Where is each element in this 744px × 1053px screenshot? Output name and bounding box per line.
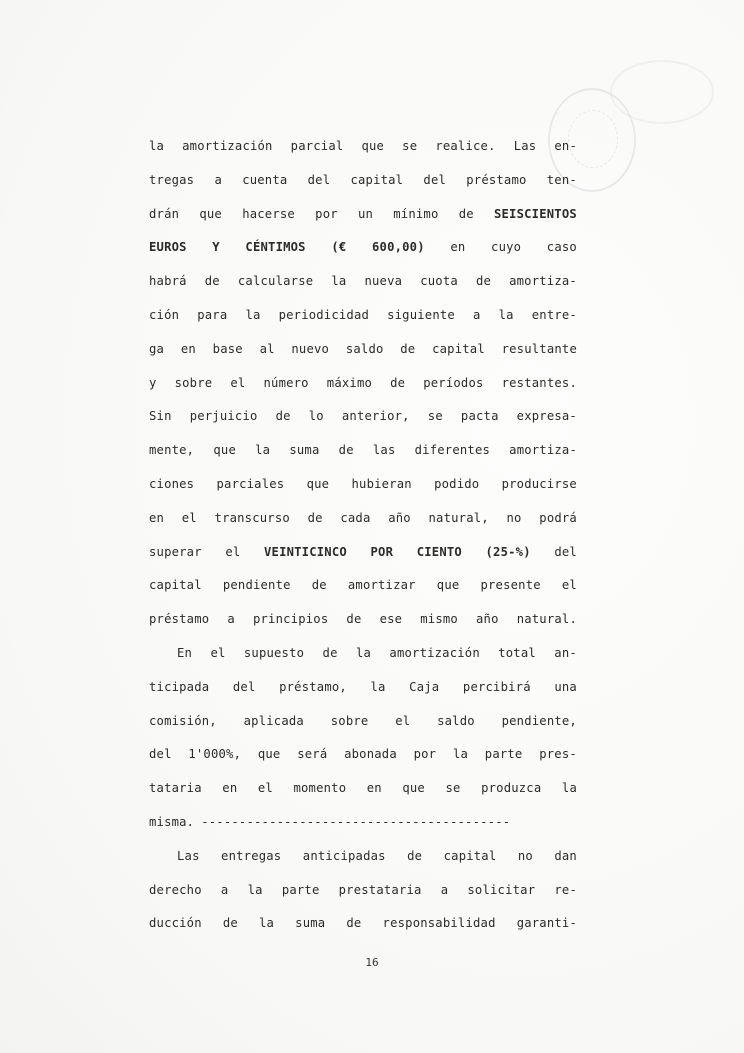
text-line bbox=[149, 569, 577, 603]
text-line bbox=[149, 434, 577, 468]
word: que bbox=[306, 476, 330, 491]
word: en bbox=[180, 341, 196, 356]
word: an- bbox=[554, 645, 577, 660]
word: máximo bbox=[326, 375, 373, 390]
word: un bbox=[357, 206, 374, 221]
word: Las bbox=[513, 139, 537, 153]
text-line bbox=[149, 468, 577, 502]
word: será bbox=[297, 747, 328, 762]
word: la bbox=[247, 882, 263, 897]
text-line bbox=[149, 198, 577, 232]
word: produzca bbox=[481, 781, 542, 796]
word: ese bbox=[379, 612, 403, 627]
word: en bbox=[149, 510, 165, 525]
word: número bbox=[263, 375, 309, 390]
word: CÉNTIMOS bbox=[245, 240, 306, 255]
word: parciales bbox=[216, 476, 285, 491]
word: podido bbox=[434, 476, 480, 491]
word: superar bbox=[149, 544, 202, 559]
word: ción bbox=[149, 307, 180, 322]
word: sobre bbox=[330, 713, 369, 728]
word: restantes. bbox=[501, 375, 577, 390]
text-line bbox=[149, 367, 577, 401]
word: que bbox=[436, 578, 460, 593]
word: comisión, bbox=[149, 713, 217, 728]
word: que bbox=[199, 206, 222, 221]
text-line bbox=[149, 130, 577, 164]
word: solicitar bbox=[467, 882, 536, 897]
word: para bbox=[197, 307, 228, 322]
word: SEISCIENTOS bbox=[493, 206, 577, 221]
word: tregas bbox=[149, 172, 195, 187]
word: parte bbox=[281, 882, 320, 897]
word: VEINTICINCO bbox=[264, 544, 347, 559]
word: capital bbox=[350, 172, 404, 187]
word: cuyo bbox=[491, 240, 522, 255]
word: natural. bbox=[516, 612, 577, 627]
word: supuesto bbox=[243, 645, 305, 660]
word: siguiente bbox=[387, 307, 455, 322]
word: anterior, bbox=[341, 409, 410, 424]
word: parte bbox=[484, 747, 523, 762]
word: de bbox=[346, 916, 362, 931]
word: el bbox=[210, 645, 226, 660]
word: de bbox=[390, 375, 406, 390]
word: la bbox=[452, 747, 469, 762]
word: (€ bbox=[331, 240, 347, 255]
word: amortización bbox=[389, 645, 480, 660]
word: amortiza- bbox=[509, 443, 577, 458]
word: ga bbox=[149, 341, 165, 356]
word: aplicada bbox=[243, 713, 304, 728]
word: se bbox=[402, 139, 418, 153]
word: se bbox=[445, 781, 461, 796]
word: parcial bbox=[290, 139, 344, 153]
word: una bbox=[554, 679, 577, 694]
word: el bbox=[561, 578, 577, 593]
word: el bbox=[181, 510, 197, 525]
word: de bbox=[322, 645, 338, 660]
word: abonada bbox=[344, 747, 397, 762]
word: (25-%) bbox=[485, 544, 531, 559]
word: del bbox=[554, 544, 577, 559]
word: derecho bbox=[149, 882, 202, 897]
word: 1'000%, bbox=[188, 747, 242, 762]
text-line bbox=[149, 164, 577, 198]
word: a bbox=[440, 882, 449, 897]
word: tataria bbox=[149, 781, 202, 796]
word: que bbox=[257, 747, 281, 762]
word: la bbox=[259, 916, 275, 931]
word: de bbox=[275, 409, 291, 424]
word: prestataria bbox=[338, 882, 422, 897]
word: anticipadas bbox=[302, 848, 386, 863]
word: de bbox=[458, 206, 474, 221]
word: transcurso bbox=[214, 510, 290, 525]
word: mismo bbox=[420, 612, 458, 627]
word: cada bbox=[340, 510, 371, 525]
word: diferentes bbox=[414, 443, 491, 458]
word: momento bbox=[293, 781, 347, 796]
word: expresa- bbox=[516, 409, 577, 424]
word: dan bbox=[554, 848, 577, 863]
word: del bbox=[232, 679, 256, 694]
word: a bbox=[220, 882, 229, 897]
word: ----------------------------------------- bbox=[201, 814, 511, 829]
word: periodicidad bbox=[278, 307, 370, 322]
word: capital bbox=[149, 578, 202, 593]
word: que bbox=[213, 443, 236, 458]
word: del bbox=[307, 172, 331, 187]
word: pendiente bbox=[222, 578, 291, 593]
text-line bbox=[149, 738, 577, 772]
text-line bbox=[149, 231, 577, 265]
word: natural, bbox=[428, 510, 489, 525]
word: Y bbox=[212, 240, 220, 255]
word: Caja bbox=[409, 679, 440, 694]
word: préstamo bbox=[466, 172, 527, 187]
word: pacta bbox=[460, 409, 499, 424]
word: a bbox=[227, 612, 235, 627]
word: Las bbox=[177, 848, 200, 863]
word: de bbox=[307, 510, 323, 525]
word: que bbox=[402, 781, 425, 796]
word: entre- bbox=[531, 307, 577, 322]
text-line bbox=[149, 603, 577, 637]
word: ticipada bbox=[149, 679, 210, 694]
text-line bbox=[149, 671, 577, 705]
word: no bbox=[517, 848, 533, 863]
word: a bbox=[473, 307, 481, 322]
text-line bbox=[149, 502, 577, 536]
text-line bbox=[149, 806, 577, 840]
text-line bbox=[149, 637, 577, 671]
text-line bbox=[149, 400, 577, 434]
word: re- bbox=[554, 882, 577, 897]
word: de bbox=[475, 274, 492, 289]
word: de bbox=[338, 443, 354, 458]
word: habrá bbox=[149, 274, 187, 289]
word: sobre bbox=[174, 375, 213, 390]
word: al bbox=[259, 341, 275, 356]
word: la bbox=[245, 307, 261, 322]
word: lo bbox=[308, 409, 324, 424]
word: EUROS bbox=[149, 240, 187, 255]
word: en- bbox=[554, 139, 577, 153]
word: la bbox=[331, 274, 347, 289]
word: misma. bbox=[149, 814, 195, 829]
text-line bbox=[149, 536, 577, 570]
word: las bbox=[372, 443, 396, 458]
word: capital bbox=[443, 848, 497, 863]
word: podrá bbox=[539, 510, 577, 525]
text-line bbox=[149, 265, 577, 299]
word: hacerse bbox=[242, 206, 295, 221]
word: la bbox=[355, 645, 372, 660]
word: suma bbox=[295, 916, 326, 931]
word: En bbox=[177, 645, 193, 660]
word: cuenta bbox=[242, 172, 288, 187]
word: producirse bbox=[501, 476, 577, 491]
word: saldo bbox=[345, 341, 384, 356]
word: por bbox=[413, 747, 437, 762]
word: la bbox=[561, 781, 577, 796]
word: amortiza- bbox=[509, 274, 577, 289]
word: ciones bbox=[149, 476, 195, 491]
word: drán bbox=[149, 206, 180, 221]
text-line bbox=[149, 840, 577, 874]
word: CIENTO bbox=[416, 544, 462, 559]
word: préstamo bbox=[149, 612, 210, 627]
word: perjuicio bbox=[189, 409, 258, 424]
word: ducción bbox=[149, 916, 202, 931]
word: caso bbox=[546, 240, 577, 255]
word: principios bbox=[252, 612, 329, 627]
text-line bbox=[149, 333, 577, 367]
word: realice. bbox=[435, 139, 496, 153]
word: el bbox=[395, 713, 411, 728]
word: en bbox=[450, 240, 466, 255]
word: la bbox=[370, 679, 386, 694]
word: año bbox=[476, 612, 499, 627]
word: en bbox=[366, 781, 382, 796]
word: la bbox=[255, 443, 271, 458]
word: ten- bbox=[546, 172, 577, 187]
word: no bbox=[506, 510, 522, 525]
word: préstamo, bbox=[279, 679, 347, 694]
word: nueva bbox=[364, 274, 403, 289]
word: del bbox=[149, 747, 172, 762]
word: el bbox=[230, 375, 246, 390]
word: de bbox=[204, 274, 220, 289]
word: se bbox=[427, 409, 443, 424]
word: POR bbox=[370, 544, 394, 559]
word: capital bbox=[432, 341, 485, 356]
word: de bbox=[346, 612, 362, 627]
word: resultante bbox=[501, 341, 577, 356]
word: hubieran bbox=[351, 476, 412, 491]
word: presente bbox=[480, 578, 541, 593]
word: de bbox=[400, 341, 416, 356]
word: por bbox=[315, 206, 338, 221]
notary-stamp-faint-secondary bbox=[610, 60, 714, 124]
word: 600,00) bbox=[372, 240, 425, 255]
word: garanti- bbox=[516, 916, 577, 931]
word: suma bbox=[289, 443, 320, 458]
word: responsabilidad bbox=[382, 916, 496, 931]
text-line bbox=[149, 772, 577, 806]
word: percibirá bbox=[462, 679, 531, 694]
word: pendiente, bbox=[501, 713, 577, 728]
word: la bbox=[149, 139, 165, 153]
word: amortización bbox=[182, 139, 273, 153]
word: mínimo bbox=[393, 206, 439, 221]
word: a bbox=[214, 172, 222, 187]
text-line bbox=[149, 705, 577, 739]
word: que bbox=[361, 139, 385, 153]
word: mente, bbox=[149, 443, 195, 458]
body-text bbox=[149, 130, 577, 941]
word: períodos bbox=[423, 375, 484, 390]
word: nuevo bbox=[291, 341, 330, 356]
page-number: 16 bbox=[365, 956, 379, 969]
word: en bbox=[222, 781, 238, 796]
word: entregas bbox=[221, 848, 282, 863]
word: y bbox=[149, 375, 157, 390]
word: la bbox=[498, 307, 514, 322]
word: calcularse bbox=[237, 274, 314, 289]
word: saldo bbox=[437, 713, 475, 728]
word: de bbox=[407, 848, 423, 863]
word: total bbox=[498, 645, 536, 660]
word: de bbox=[222, 916, 238, 931]
word: cuota bbox=[420, 274, 458, 289]
text-line bbox=[149, 299, 577, 333]
text-line bbox=[149, 874, 577, 908]
word: de bbox=[311, 578, 327, 593]
word: Sin bbox=[149, 409, 172, 424]
word: amortizar bbox=[347, 578, 416, 593]
word: año bbox=[388, 510, 411, 525]
word: pres- bbox=[539, 747, 577, 762]
word: el bbox=[225, 544, 241, 559]
word: el bbox=[257, 781, 273, 796]
word: del bbox=[423, 172, 447, 187]
text-line bbox=[149, 907, 577, 941]
word: base bbox=[212, 341, 243, 356]
